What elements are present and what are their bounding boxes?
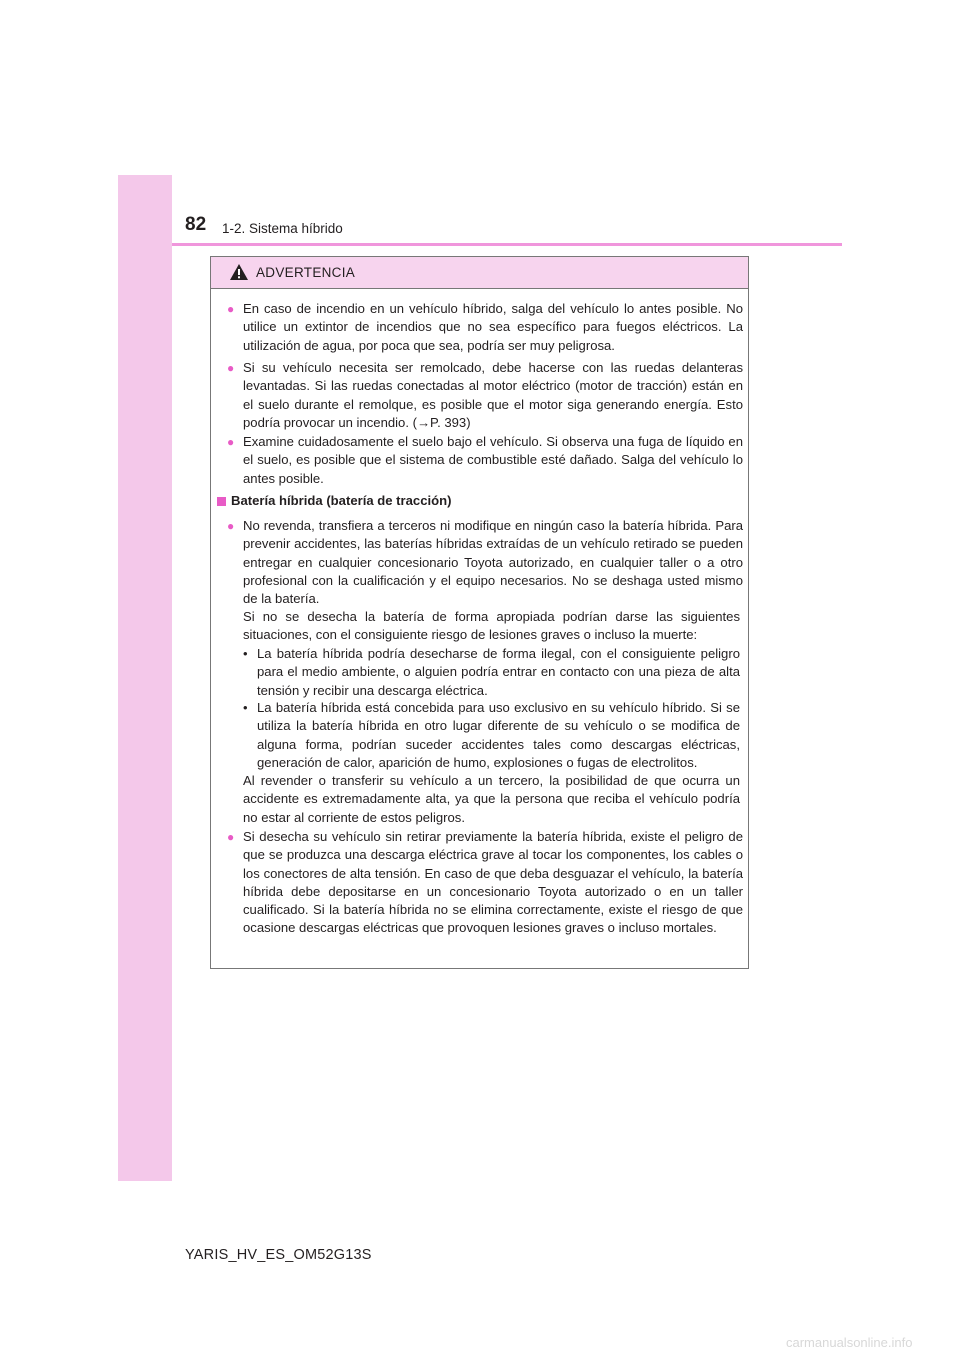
- battery-para-risks: Si no se desecha la batería de forma apropiada podrían darse las siguientes situaciones, con el consiguiente riesgo de lesiones graves o incluso la muerte:: [243, 609, 740, 643]
- bullet-circle-icon: ●: [227, 302, 235, 316]
- section-title: 1-2. Sistema híbrido: [222, 221, 343, 236]
- dot-bullet: •: [243, 700, 248, 715]
- header-rule: [172, 243, 842, 246]
- battery-dot-exclusive: La batería híbrida está concebida para uso exclusivo en su vehículo híbrido. Si se utiliza la batería híbrida en otro lugar diferente de su vehículo o se modifica de alguna forma, podrían suceder accidentes tales como descargas eléctricas, generación de calor, aparición de humo, explosiones o fugas de electrolitos.: [257, 700, 740, 770]
- watermark: carmanualsonline.info: [786, 1335, 913, 1350]
- warning-triangle-icon: [229, 263, 249, 281]
- warning-header: [211, 257, 748, 289]
- page-number: 82: [185, 214, 207, 235]
- warning-title: ADVERTENCIA: [256, 265, 356, 280]
- square-bullet-icon: [217, 497, 226, 506]
- warning-bullet-towing: Si su vehículo necesita ser remolcado, debe hacerse con las ruedas delanteras levantadas. Si las ruedas conectadas al motor eléctrico (motor de tracción) están en el suelo durante el remolque, es posible que el motor siga generando energía. Esto podría provocar un incendio. (→P. 393): [243, 360, 743, 430]
- document-code: YARIS_HV_ES_OM52G13S: [185, 1247, 372, 1263]
- side-color-band: [118, 175, 172, 1181]
- subsection-title: Batería híbrida (batería de tracción): [231, 493, 452, 508]
- battery-para-resale: Al revender o transferir su vehículo a un tercero, la posibilidad de que ocurra un accidente es extremadamente alta, ya que la persona que reciba el vehículo podría no estar al corriente de estos peligros.: [243, 773, 740, 825]
- battery-dot-illegal: La batería híbrida podría desecharse de forma ilegal, con el consiguiente peligro para el medio ambiente, o alguien podría entrar en contacto con una pieza de alta tensión y recibir una descarga eléctrica.: [257, 646, 740, 698]
- warning-bullet-fire: En caso de incendio en un vehículo híbrido, salga del vehículo lo antes posible. No utilice un extintor de incendios que no sea específico para fuegos eléctricos. La utilización de agua, por poca que sea, podría ser muy peligrosa.: [243, 301, 743, 353]
- bullet-circle-icon: ●: [227, 435, 235, 449]
- warning-bullet-leak: Examine cuidadosamente el suelo bajo el vehículo. Si observa una fuga de líquido en el suelo, es posible que el sistema de combustible esté dañado. Salga del vehículo lo antes posible.: [243, 434, 743, 486]
- warning-box: [210, 256, 749, 969]
- battery-bullet-scrap: Si desecha su vehículo sin retirar previamente la batería híbrida, existe el peligro de que se produzca una descarga eléctrica grave al tocar los componentes, los cables o los conectores de alta tensión. En caso de que deba desguazar el vehículo, la batería híbrida debe depositarse en un concesionario Toyota autorizado o en un taller cualificado. Si la batería híbrida no se elimina correctamente, existe el riesgo de que ocasione descargas eléctricas que provoquen lesiones graves o incluso mortales.: [243, 829, 743, 936]
- bullet-circle-icon: ●: [227, 361, 235, 375]
- dot-bullet: •: [243, 646, 248, 661]
- bullet-circle-icon: ●: [227, 519, 235, 533]
- battery-bullet-resale: No revenda, transfiera a terceros ni modifique en ningún caso la batería híbrida. Para prevenir accidentes, las baterías híbridas extraídas de un vehículo retirado se pueden entregar en cualquier concesionario Toyota autorizado, en cualquier taller o a otro profesional con la cualificación y el equipo necesarios. No se deshaga usted mismo de la batería.: [243, 518, 743, 607]
- bullet-circle-icon: ●: [227, 830, 235, 844]
